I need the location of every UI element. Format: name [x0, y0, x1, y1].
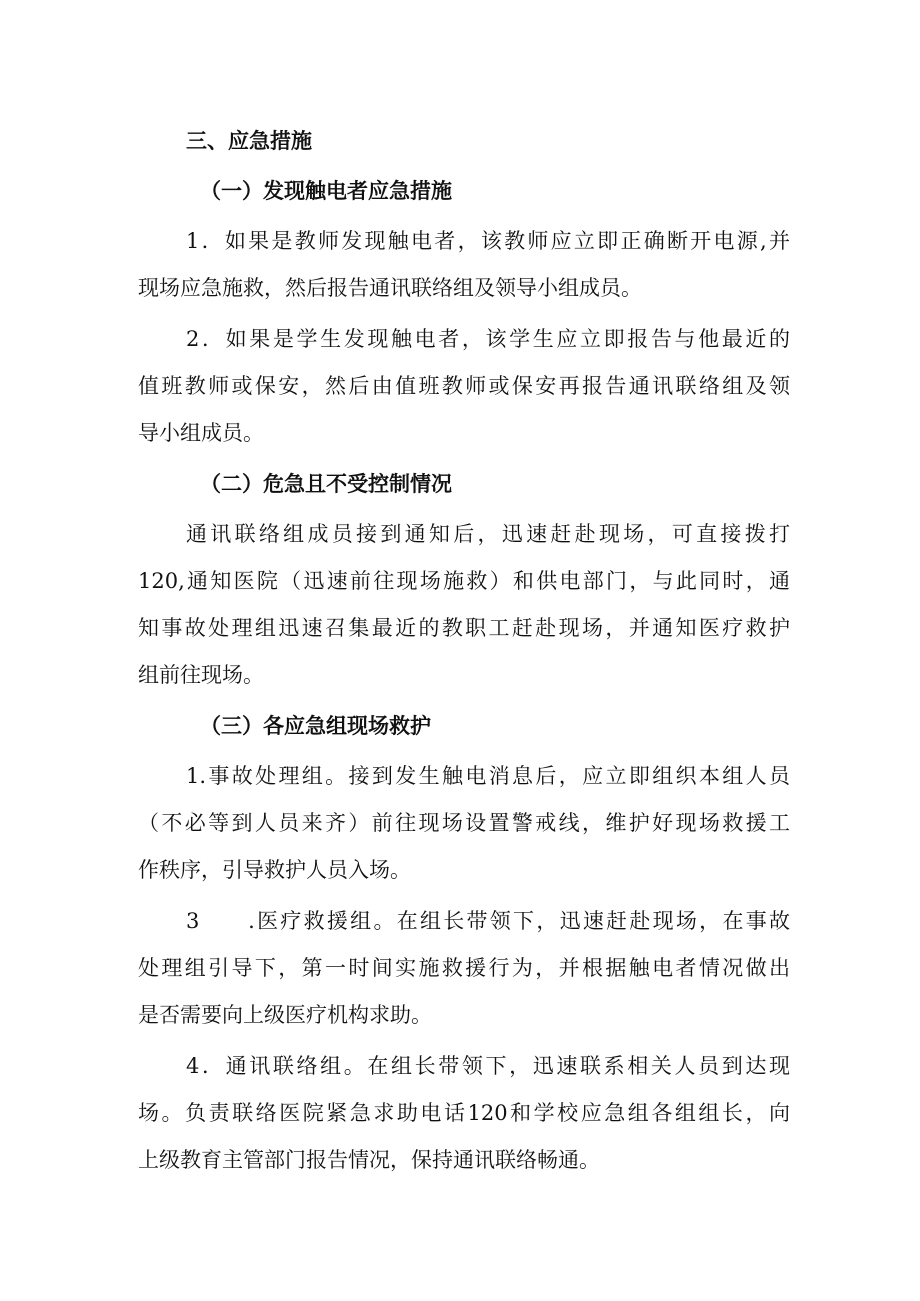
- paragraph-line: 1．如果是教师发现触电者，该教师应立即正确断开电源,并: [186, 229, 790, 253]
- paragraph-line: 是否需要向上级医疗机构求助。: [138, 1003, 432, 1027]
- subsection-title-3: （三）各应急组现场救护: [200, 714, 431, 738]
- paragraph: [138, 218, 790, 312]
- paragraph: [138, 753, 790, 894]
- paragraph-line: 值班教师或保安，然后由值班教师或保安再报告通讯联络组及领: [138, 374, 790, 398]
- paragraph-line: 场。负责联络医院紧急求助电话120和学校应急组各组组长，向: [138, 1101, 790, 1125]
- paragraph: [138, 1043, 790, 1184]
- paragraph-line: 1.事故处理组。接到发生触电消息后，应立即组织本组人员: [186, 764, 790, 788]
- paragraph-line: 处理组引导下，第一时间实施救援行为，并根据触电者情况做出: [138, 956, 790, 980]
- paragraph: [138, 898, 790, 1039]
- paragraph: [138, 511, 790, 699]
- paragraph-line: 作秩序，引导救护人员入场。: [138, 858, 411, 882]
- paragraph-line: 现场应急施救，然后报告通讯联络组及领导小组成员。: [138, 276, 642, 300]
- document-body: [138, 116, 790, 1188]
- paragraph-line: 2．如果是学生发现触电者，该学生应立即报告与他最近的: [186, 327, 790, 351]
- paragraph-line: （不必等到人员来齐）前往现场设置警戒线，维护好现场救援工: [138, 811, 790, 835]
- paragraph-line: 3 .医疗救援组。在组长带领下，迅速赶赴现场，在事故: [186, 909, 790, 933]
- section-heading: 三、应急措施: [186, 129, 312, 153]
- paragraph-line: 120,通知医院（迅速前往现场施救）和供电部门，与此同时，通: [138, 569, 790, 593]
- paragraph-line: 导小组成员。: [138, 421, 264, 445]
- subsection-title-2: （二）危急且不受控制情况: [200, 472, 452, 496]
- paragraph-line: 上级教育主管部门报告情况，保持通讯联络畅通。: [138, 1148, 600, 1172]
- paragraph-line: 组前往现场。: [138, 663, 264, 687]
- paragraph-line: 通讯联络组成员接到通知后，迅速赶赴现场，可直接拨打: [186, 522, 790, 546]
- paragraph: [138, 316, 790, 457]
- subsection-title-1: （一）发现触电者应急措施: [200, 179, 452, 203]
- paragraph-line: 4．通讯联络组。在组长带领下，迅速联系相关人员到达现: [186, 1054, 790, 1078]
- paragraph-line: 知事故处理组迅速召集最近的教职工赶赴现场，并通知医疗救护: [138, 616, 790, 640]
